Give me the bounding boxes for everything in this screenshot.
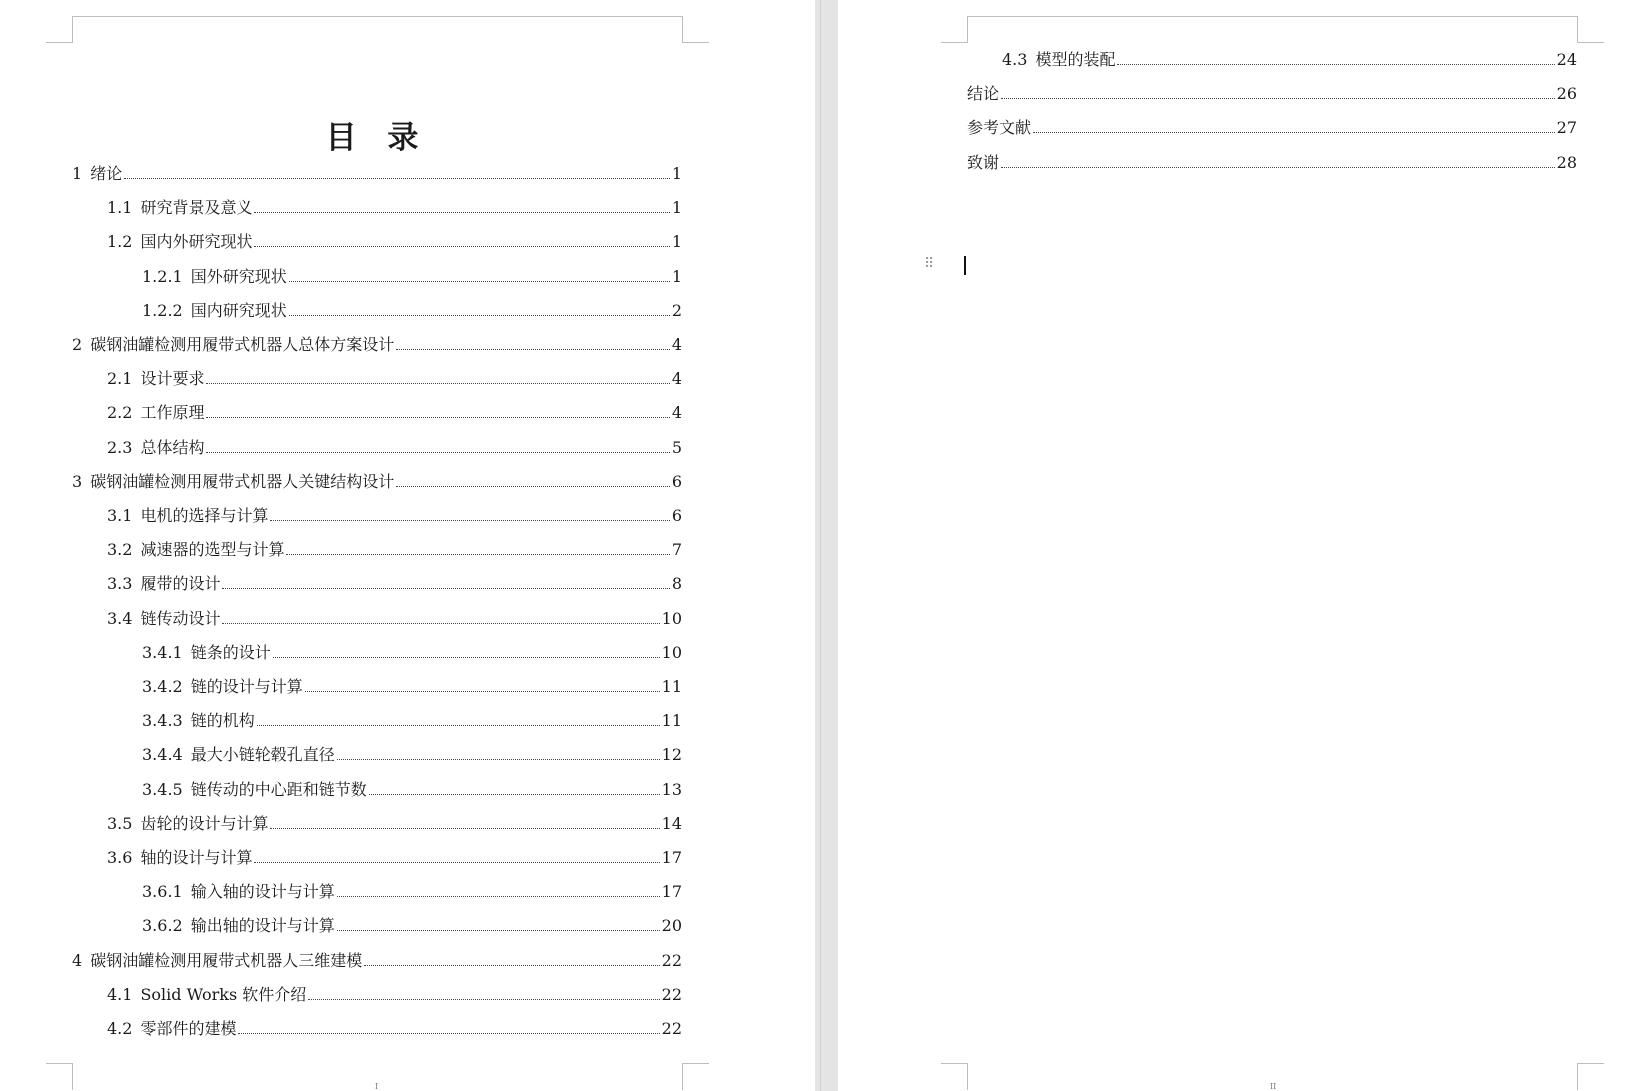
toc-entry-label	[142, 267, 289, 287]
toc-entry-number: 4.1	[107, 984, 133, 1004]
toc-entry-number: 2.3	[107, 437, 133, 457]
toc-entry[interactable]	[142, 673, 682, 697]
toc-dot-leader	[337, 929, 660, 931]
toc-entry[interactable]	[107, 605, 682, 629]
toc-entry-text: 模型的装配	[1035, 50, 1116, 69]
crop-mark-bottom-left	[46, 1063, 73, 1090]
toc-entry[interactable]	[107, 844, 682, 868]
toc-entry-text: 链传动的中心距和链节数	[190, 779, 367, 799]
toc-entry-label	[107, 369, 206, 389]
text-cursor-icon	[964, 256, 966, 275]
toc-entry[interactable]	[142, 776, 682, 800]
crop-mark-bottom-left	[941, 1063, 968, 1090]
toc-entry-number: 1.2.1	[142, 266, 183, 286]
crop-mark-bottom-right	[682, 1063, 709, 1090]
toc-entry-text: 输入轴的设计与计算	[190, 882, 335, 902]
toc-entry-page: 5	[671, 437, 682, 457]
toc-entry-label	[107, 848, 254, 868]
toc-entry-text: 碳钢油罐检测用履带式机器人总体方案设计	[90, 335, 395, 354]
toc-entry-number: 2.2	[107, 403, 133, 423]
toc-entry-page: 26	[1556, 84, 1577, 104]
toc-entry-page: 28	[1556, 152, 1577, 172]
toc-entry-number: 3.5	[107, 813, 133, 833]
toc-dot-leader	[1033, 131, 1555, 133]
toc-entry-page: 24	[1556, 50, 1577, 69]
toc-entry-label	[142, 677, 305, 697]
scrollbar-edge	[820, 0, 821, 1091]
toc-entry-label	[107, 985, 308, 1005]
toc-entry-number: 3	[72, 471, 83, 491]
toc-entry[interactable]	[107, 365, 682, 389]
toc-entry-label	[72, 164, 124, 184]
toc-entry-text: 设计要求	[140, 369, 205, 389]
toc-entry-text: 国内研究现状	[190, 300, 287, 320]
toc-entry-page: 1	[671, 198, 682, 218]
toc-entry-text: 致谢	[967, 152, 1000, 172]
toc-entry-label	[142, 882, 337, 902]
toc-dot-leader	[286, 553, 669, 555]
toc-entry-label	[142, 643, 273, 663]
toc-entry-page: 22	[661, 950, 682, 970]
toc-entry[interactable]	[107, 570, 682, 594]
toc-entry[interactable]	[72, 331, 682, 355]
toc-title: 目 录	[325, 120, 429, 156]
toc-entry[interactable]	[72, 947, 682, 971]
toc-dot-leader	[289, 314, 670, 316]
toc-entry-text: 履带的设计	[140, 574, 221, 594]
toc-entry[interactable]	[107, 194, 682, 218]
toc-entry[interactable]	[142, 639, 682, 663]
toc-entry-page: 1	[671, 232, 682, 252]
toc-entry-label	[107, 198, 254, 218]
toc-entry-page: 1	[671, 164, 682, 183]
crop-mark-top-left	[46, 16, 73, 43]
toc-dot-leader	[254, 245, 669, 247]
crop-mark-top-right	[682, 16, 709, 43]
toc-entry-number: 3.2	[107, 540, 133, 560]
toc-entry-number: 4.3	[1002, 50, 1028, 69]
toc-entry-text: 总体结构	[140, 437, 205, 457]
toc-dot-leader	[305, 690, 660, 692]
toc-entry-text: 电机的选择与计算	[140, 506, 269, 525]
footer-page-number: I	[375, 1082, 379, 1091]
header-margin-line	[967, 16, 1577, 17]
page-gutter	[815, 0, 838, 1091]
toc-dot-leader	[254, 861, 659, 863]
toc-dot-leader	[206, 451, 669, 453]
toc-entry-page: 17	[661, 882, 682, 902]
toc-entry[interactable]	[142, 912, 682, 936]
toc-entry[interactable]	[72, 468, 682, 492]
toc-entry-page: 20	[661, 916, 682, 936]
toc-dot-leader	[1117, 63, 1554, 65]
toc-entry-number: 4.2	[107, 1019, 133, 1038]
toc-entry-page: 1	[671, 266, 682, 286]
toc-entry-text: 输出轴的设计与计算	[190, 916, 335, 936]
toc-entry-page: 17	[661, 848, 682, 867]
toc-entry-number: 3.4.3	[142, 711, 183, 731]
toc-entry-number: 1.2	[107, 232, 133, 252]
toc-entry-label	[967, 153, 1001, 173]
toc-entry-text: 最大小链轮毂孔直径	[190, 745, 335, 765]
toc-entry[interactable]	[107, 536, 682, 560]
toc-entry-number: 3.4	[107, 608, 133, 628]
toc-entry-text: 轴的设计与计算	[140, 848, 253, 867]
toc-entry-number: 3.4.4	[142, 745, 183, 765]
toc-entry-label	[107, 609, 222, 629]
toc-entry-number: 3.1	[107, 506, 133, 525]
toc-entry-label	[967, 84, 1001, 104]
toc-entry-number: 2	[72, 335, 83, 354]
crop-mark-bottom-right	[1577, 1063, 1604, 1090]
crop-mark-top-left	[941, 16, 968, 43]
toc-entry-label	[967, 118, 1033, 138]
toc-entry-label	[107, 438, 206, 458]
toc-entry-number: 3.4.2	[142, 677, 183, 696]
toc-entry-text: 结论	[967, 84, 1000, 104]
toc-dot-leader	[222, 622, 659, 624]
toc-dot-leader	[124, 177, 670, 179]
toc-entry-label	[107, 814, 270, 834]
toc-entry-page: 4	[671, 369, 682, 389]
toc-entry-page: 13	[661, 779, 682, 799]
toc-entry-text: 碳钢油罐检测用履带式机器人关键结构设计	[90, 471, 395, 491]
toc-entry-page: 2	[671, 300, 682, 320]
toc-entry-number: 4	[72, 950, 83, 970]
document-page-right[interactable]	[838, 0, 1625, 1091]
toc-entry-text: 链的机构	[190, 711, 255, 731]
header-margin-line	[72, 16, 682, 17]
toc-entry[interactable]	[107, 1015, 682, 1039]
toc-entry[interactable]	[1002, 46, 1577, 70]
crop-mark-top-right	[1577, 16, 1604, 43]
toc-entry-page: 6	[671, 506, 682, 525]
toc-entry-text: 研究背景及意义	[140, 198, 253, 218]
toc-entry-text: Solid Works 软件介绍	[140, 984, 307, 1004]
toc-dot-leader	[254, 211, 669, 213]
toc-entry-text: 绪论	[90, 164, 123, 183]
toc-dot-leader	[270, 519, 669, 521]
toc-entry[interactable]	[107, 434, 682, 458]
toc-entry[interactable]	[967, 149, 1577, 173]
toc-entry[interactable]	[142, 741, 682, 765]
toc-entry-label	[142, 711, 257, 731]
toc-entry-number: 3.6.1	[142, 882, 183, 902]
toc-entry-label	[142, 301, 289, 321]
toc-dot-leader	[206, 416, 669, 418]
toc-dot-leader	[222, 587, 669, 589]
toc-entry-number: 2.1	[107, 369, 133, 389]
toc-entry-text: 链传动设计	[140, 608, 221, 628]
toc-entry-number: 3.6	[107, 848, 133, 867]
toc-entry-text: 零部件的建模	[140, 1019, 237, 1038]
toc-entry-label	[107, 403, 206, 423]
toc-entry-page: 8	[671, 574, 682, 594]
toc-entry[interactable]	[107, 399, 682, 423]
toc-dot-leader	[289, 280, 670, 282]
toc-entry-text: 链条的设计	[190, 642, 271, 662]
toc-entry[interactable]	[107, 502, 682, 526]
toc-entry[interactable]	[142, 297, 682, 321]
toc-entry-label	[142, 745, 337, 765]
toc-entry-text: 碳钢油罐检测用履带式机器人三维建模	[90, 950, 363, 970]
toc-entry[interactable]	[107, 981, 682, 1005]
toc-dot-leader	[206, 382, 669, 384]
toc-entry-label	[142, 780, 369, 800]
toc-entry-number: 3.4.1	[142, 642, 183, 662]
toc-entry-number: 1.1	[107, 198, 133, 218]
footer-page-number: II	[1270, 1082, 1277, 1091]
toc-dot-leader	[270, 827, 659, 829]
toc-entry-page: 7	[671, 540, 682, 560]
toc-entry-text: 参考文献	[967, 118, 1032, 138]
toc-dot-leader	[238, 1032, 659, 1034]
toc-entry[interactable]	[142, 878, 682, 902]
toc-dot-leader	[337, 758, 660, 760]
toc-dot-leader	[337, 895, 660, 897]
toc-dot-leader	[364, 964, 659, 966]
toc-dot-leader	[308, 998, 659, 1000]
toc-entry-text: 链的设计与计算	[190, 677, 303, 696]
toc-entry[interactable]	[72, 160, 682, 184]
toc-entry-number: 3.3	[107, 574, 133, 594]
toc-entry-page: 6	[671, 471, 682, 491]
toc-entry-label	[107, 1019, 238, 1039]
toc-entry-page: 12	[661, 745, 682, 765]
toc-entry[interactable]	[107, 228, 682, 252]
toc-entry-page: 10	[661, 642, 682, 662]
toc-entry[interactable]	[142, 263, 682, 287]
toc-entry-label	[72, 951, 364, 971]
toc-entry[interactable]	[142, 707, 682, 731]
toc-entry-text: 工作原理	[140, 403, 205, 423]
toc-entry-label	[107, 574, 222, 594]
toc-dot-leader	[369, 793, 660, 795]
toc-entry[interactable]	[967, 114, 1577, 138]
toc-entry-page: 22	[661, 1019, 682, 1038]
toc-dot-leader	[1001, 97, 1555, 99]
toc-entry-number: 1	[72, 164, 83, 183]
toc-entry-page: 4	[671, 403, 682, 423]
toc-entry-page: 14	[661, 813, 682, 833]
toc-entry-page: 27	[1556, 118, 1577, 138]
toc-entry-label	[72, 472, 396, 492]
toc-dot-leader	[273, 656, 660, 658]
toc-dot-leader	[396, 485, 670, 487]
toc-entry[interactable]	[967, 80, 1577, 104]
toc-entry-number: 3.6.2	[142, 916, 183, 936]
toc-dot-leader	[1001, 166, 1555, 168]
toc-entry-text: 国内外研究现状	[140, 232, 253, 252]
toc-entry-number: 3.4.5	[142, 779, 183, 799]
toc-entry-text: 国外研究现状	[190, 266, 287, 286]
toc-entry-page: 22	[661, 984, 682, 1004]
toc-entry-label	[107, 506, 270, 526]
toc-entry-page: 11	[661, 711, 682, 731]
toc-entry[interactable]	[107, 810, 682, 834]
toc-entry-label	[142, 916, 337, 936]
toc-entry-number: 1.2.2	[142, 300, 183, 320]
toc-entry-page: 4	[671, 335, 682, 354]
toc-entry-text: 齿轮的设计与计算	[140, 813, 269, 833]
toc-entry-label	[72, 335, 396, 355]
toc-entry-page: 10	[661, 608, 682, 628]
toc-entry-label	[107, 232, 254, 252]
toc-entry-label	[107, 540, 286, 560]
toc-entry-page: 11	[661, 677, 682, 696]
toc-dot-leader	[257, 724, 660, 726]
toc-entry-label	[1002, 50, 1117, 70]
toc-entry-text: 减速器的选型与计算	[140, 540, 285, 560]
toc-dot-leader	[396, 348, 670, 350]
drag-handle-icon[interactable]: ⠿	[924, 256, 934, 272]
